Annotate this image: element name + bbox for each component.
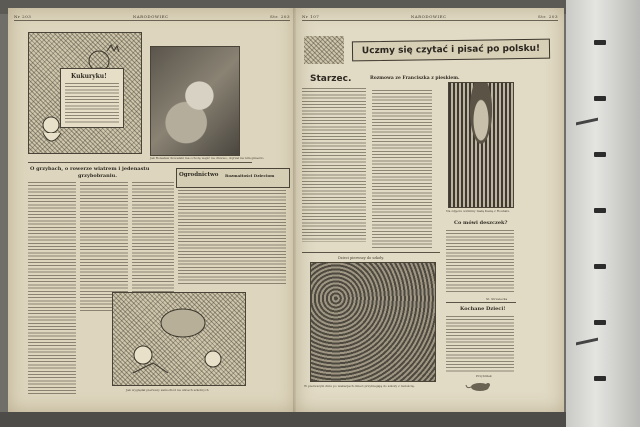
- poem-title: Rozmowa ze Franciszka z pieskiem.: [370, 76, 460, 81]
- story-text: [302, 88, 366, 242]
- binder-ring-icon: [576, 118, 598, 126]
- page-number: Nr 107: [302, 13, 320, 19]
- cartoon-caption: Jak wyglądał pierwszy samochód na ulicach szkolnych: [126, 388, 209, 392]
- corner-heading: Ogrodnictwo: [179, 172, 219, 178]
- poem-text: [372, 90, 432, 248]
- banner-illustration: [304, 36, 344, 64]
- story-title: Starzec.: [310, 74, 352, 84]
- riddle-signature: St. Strzelecka: [486, 297, 508, 301]
- fable-text: [65, 83, 119, 123]
- masthead: NARODOWIEC: [410, 13, 447, 19]
- desk-surface-bottom: [0, 412, 640, 427]
- page-header: [302, 12, 558, 21]
- corner-subheading: Rozmaitości Dzieciom: [225, 173, 275, 178]
- corner-heading-box: [176, 168, 290, 188]
- crowd-caption: W pierwszym dniu po wakacjach dzieci przybiegają do szkoły z radością.: [304, 384, 415, 388]
- photo-girl: [448, 82, 514, 208]
- story-heading-line2: grzybobraniu.: [78, 173, 117, 179]
- photo-children-crowd: [310, 262, 436, 382]
- fable-text-box: [60, 68, 124, 128]
- corner-text: [178, 190, 286, 284]
- letter-text: [446, 316, 514, 372]
- divider: [28, 162, 252, 163]
- story-heading: O grzybach, o rowerze wiatrem i jedenastu: [30, 166, 150, 172]
- binder-slot: [594, 152, 606, 157]
- story-column: [132, 182, 174, 292]
- binder-slot: [594, 320, 606, 325]
- riddle-text: [446, 230, 514, 294]
- riddle-title: Co mówi deszczek?: [454, 220, 508, 226]
- newspaper-page-left: [8, 8, 296, 412]
- photo-caption: Jak Bolesław Kowalski ma ochotę wejść na drzewo, dojrzał na nim gniazdo.: [150, 156, 265, 160]
- story-column: [28, 182, 76, 394]
- crowd-title: Dzieci pierwszy do szkoły.: [338, 256, 384, 260]
- cartoon-figures: [113, 293, 245, 385]
- photo-girl-with-apple: [150, 46, 240, 156]
- divider: [446, 302, 516, 303]
- binder-ring-icon: [576, 338, 598, 346]
- photo-caption: Na zdjęciu widzimy małą Kasię z Roubaix.: [446, 209, 511, 213]
- binder-slot: [594, 264, 606, 269]
- masthead: NARODOWIEC: [132, 13, 169, 19]
- newspaper-page-right: [296, 8, 564, 412]
- binder-cover: [566, 0, 640, 427]
- divider: [302, 252, 440, 253]
- cartoon-illustration: [112, 292, 246, 386]
- page-number: Str. 203: [269, 13, 290, 19]
- binder-slot: [594, 96, 606, 101]
- binder-slot: [594, 40, 606, 45]
- page-header: [14, 12, 290, 21]
- mouse-icon: [466, 380, 496, 392]
- page-number: Str. 203: [537, 13, 558, 19]
- binder-slot: [594, 208, 606, 213]
- section-banner: Uczmy się czytać i pisać po polsku!: [352, 39, 550, 62]
- fable-title: Kukuryku!: [71, 73, 107, 80]
- letter-title: Kochane Dzieci!: [460, 306, 506, 312]
- binder-slot: [594, 376, 606, 381]
- page-number: Nr 203: [14, 13, 32, 19]
- letter-signature: Przybliżek: [476, 374, 492, 378]
